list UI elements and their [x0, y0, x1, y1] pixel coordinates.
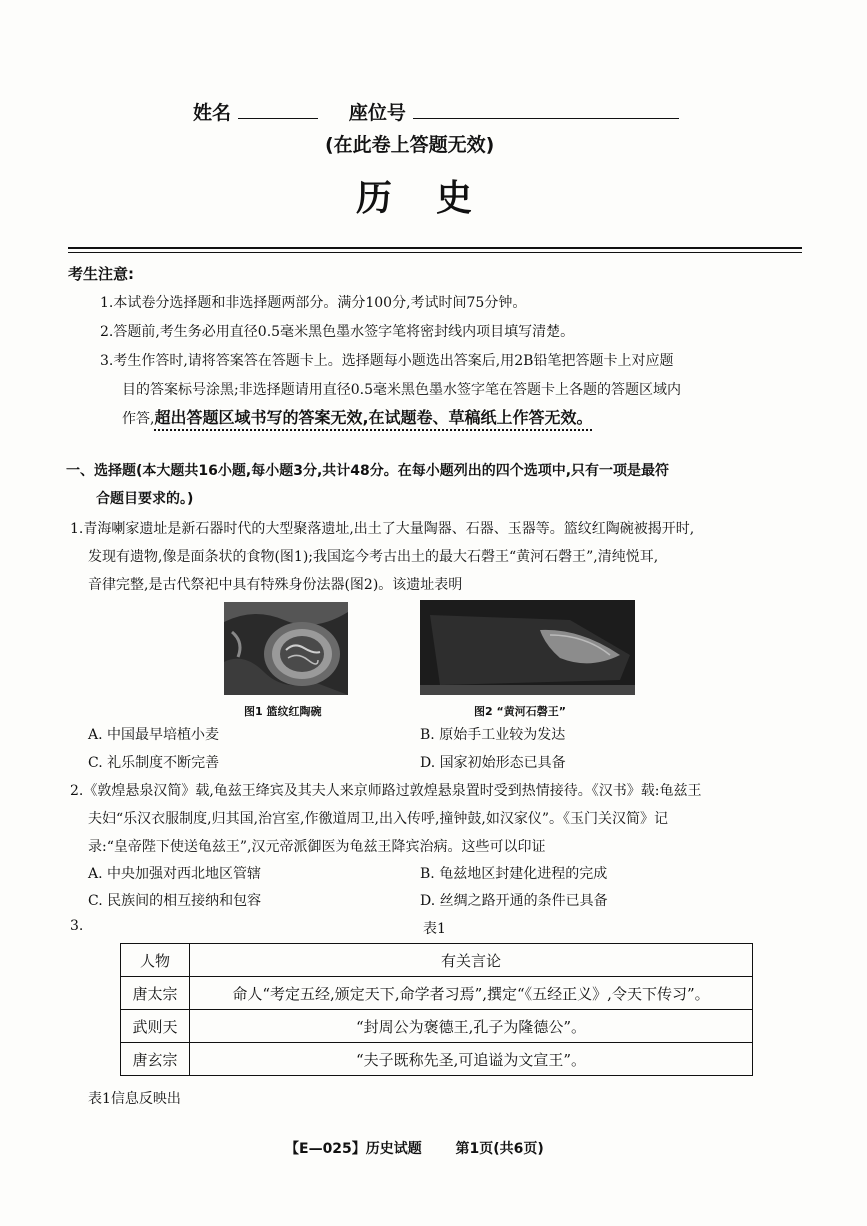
name-label: 姓名: [193, 102, 232, 124]
notice-item-2: 2.答题前,考生务必用直径0.5毫米黑色墨水签字笔将密封线内项目填写清楚。: [100, 324, 575, 340]
notice-item-3-prefix: 作答,: [122, 411, 155, 427]
q2-stem-line1: 2.《敦煌悬泉汉简》载,龟兹王绛宾及其夫人来京师路过敦煌悬泉置时受到热情接待。《汉书》载:龟兹王: [70, 783, 702, 799]
table-row: [121, 977, 753, 1010]
q2-stem-line3: 录:“皇帝陛下使送龟兹王”,汉元帝派御医为龟兹王降宾治病。这些可以印证: [88, 839, 546, 855]
q2-option-a: A. 中央加强对西北地区管辖: [88, 866, 262, 882]
table-cell-quote: “夫子既称先圣,可追谥为文宣王”。: [190, 1043, 753, 1076]
q3-number: 3.: [70, 918, 84, 934]
notice-emphasis: 超出答题区域书写的答案无效,在试题卷、草稿纸上作答无效。: [154, 408, 593, 427]
table-header-cell: 人物: [121, 944, 190, 977]
q1-option-c: C. 礼乐制度不断完善: [88, 755, 220, 771]
notice-item-1: 1.本试卷分选择题和非选择题两部分。满分100分,考试时间75分钟。: [100, 295, 527, 311]
notice-item-3-line2: 目的答案标号涂黑;非选择题请用直径0.5毫米黑色墨水签字笔在答题卡上各题的答题区域内: [122, 382, 681, 398]
section1-heading-line2: 合题目要求的。): [96, 491, 194, 507]
table-cell-quote: “封周公为褒德王,孔子为隆德公”。: [190, 1010, 753, 1043]
invalid-note: (在此卷上答题无效): [325, 134, 495, 156]
q2-option-b: B. 龟兹地区封建化进程的完成: [420, 866, 608, 882]
q1-option-b: B. 原始手工业较为发达: [420, 727, 566, 743]
q3-table-title: 表1: [423, 921, 446, 937]
figure2-caption: 图2 “黄河石磬王”: [474, 705, 566, 718]
header-divider-top: [68, 247, 802, 249]
q2-stem-line2: 夫妇“乐汉衣服制度,归其国,治宫室,作徼道周卫,出入传呼,撞钟鼓,如汉家仪”。《玉门关汉简》记: [88, 811, 669, 827]
table-row: [121, 1043, 753, 1076]
q2-option-c: C. 民族间的相互接纳和包容: [88, 893, 262, 909]
q3-stem-after-table: 表1信息反映出: [88, 1091, 181, 1107]
footer-page: 第1页(共6页): [455, 1141, 544, 1157]
figure2-stone-chime-image: [420, 600, 635, 695]
table-cell-person: 唐玄宗: [121, 1043, 190, 1076]
q1-option-a: A. 中国最早培植小麦: [88, 727, 220, 743]
table-header-cell: 有关言论: [190, 944, 753, 977]
q1-stem-line1: 1.青海喇家遗址是新石器时代的大型聚落遗址,出土了大量陶器、石器、玉器等。篮纹红陶碗被揭开时,: [70, 521, 695, 537]
figure1-pottery-bowl-image: [224, 602, 348, 695]
q1-option-d: D. 国家初始形态已具备: [420, 755, 566, 771]
q2-option-d: D. 丝绸之路开通的条件已具备: [420, 893, 608, 909]
notice-item-3-line3: [122, 405, 593, 428]
footer: [285, 1138, 544, 1158]
table-cell-person: 唐太宗: [121, 977, 190, 1010]
header-divider-bottom: [68, 252, 802, 253]
q1-stem-line3: 音律完整,是古代祭祀中具有特殊身份法器(图2)。该遗址表明: [88, 577, 463, 593]
seat-label: 座位号: [348, 102, 406, 124]
table-row: [121, 1010, 753, 1043]
table-header-row: [121, 944, 753, 977]
footer-code: 【E—025】历史试题: [285, 1141, 422, 1157]
notice-item-3-line1: 3.考生作答时,请将答案答在答题卡上。选择题每小题选出答案后,用2B铅笔把答题卡上对应题: [100, 353, 674, 369]
table-cell-person: 武则天: [121, 1010, 190, 1043]
section1-heading-line1: 一、选择题(本大题共16小题,每小题3分,共计48分。在每小题列出的四个选项中,只有一项是最符: [66, 463, 670, 479]
exam-header-fields: [193, 98, 679, 125]
seat-blank[interactable]: [413, 102, 679, 119]
subject-title: 历 史: [356, 178, 477, 219]
name-blank[interactable]: [238, 102, 318, 119]
figure1-caption: 图1 篮纹红陶碗: [244, 705, 322, 718]
notice-heading: 考生注意:: [68, 265, 134, 283]
table-cell-quote: 命人“考定五经,颁定天下,命学者习焉”,撰定“《五经正义》,令天下传习”。: [190, 977, 753, 1010]
q3-table: [120, 943, 753, 1076]
q1-stem-line2: 发现有遗物,像是面条状的食物(图1);我国迄今考古出土的最大石磬王“黄河石磬王”,清纯悦耳,: [88, 549, 659, 565]
